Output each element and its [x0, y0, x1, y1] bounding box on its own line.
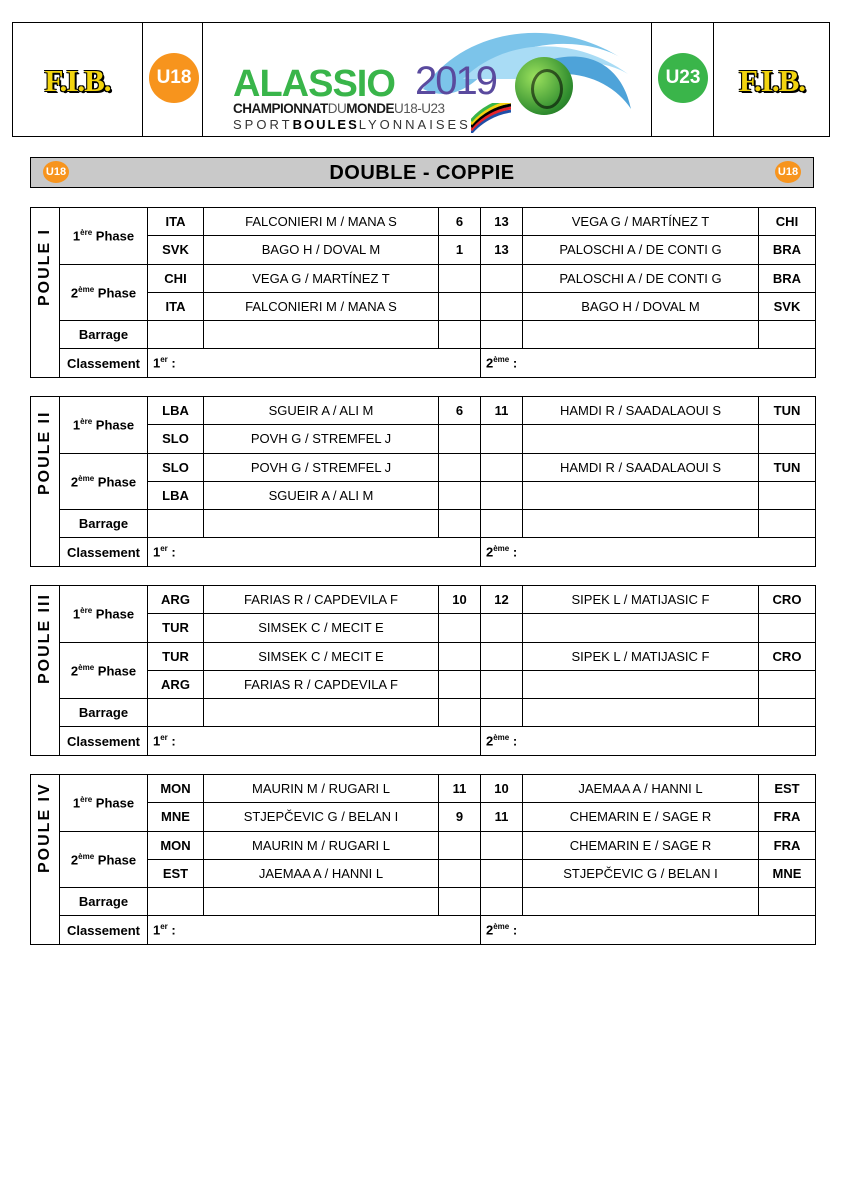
team1-score[interactable]: [439, 831, 481, 859]
barrage-team1-score[interactable]: [439, 888, 481, 916]
team2-score[interactable]: [481, 642, 523, 670]
first-place-suffix: er: [160, 733, 168, 743]
team1-country-code: SLO: [148, 425, 204, 453]
second-place-suffix: ème: [493, 733, 510, 743]
team1-score[interactable]: [439, 859, 481, 887]
team1-players: BAGO H / DOVAL M: [204, 236, 439, 264]
team2-players: VEGA G / MARTÍNEZ T: [523, 208, 759, 236]
match-row: [31, 803, 816, 831]
team1-score[interactable]: [439, 670, 481, 698]
team2-score[interactable]: [481, 292, 523, 320]
classement-row: [31, 727, 816, 755]
u23-badge-cell: [652, 23, 714, 136]
classement-label: Classement: [60, 538, 148, 566]
poule-name-cell: [31, 586, 60, 756]
second-place-number: 2: [486, 922, 494, 938]
barrage-label: Barrage: [60, 321, 148, 349]
team1-country-code: TUR: [148, 642, 204, 670]
team2-country-code: CHI: [759, 208, 816, 236]
title-bar: [30, 157, 814, 188]
second-place-suffix: ème: [493, 355, 510, 365]
classement-label: Classement: [60, 916, 148, 944]
team1-score[interactable]: 1: [439, 236, 481, 264]
team1-players: SGUEIR A / ALI M: [204, 397, 439, 425]
barrage-team2-score[interactable]: [481, 510, 523, 538]
team2-score[interactable]: 11: [481, 803, 523, 831]
logo-champ-c: MONDE: [346, 101, 394, 116]
second-place-field[interactable]: [481, 916, 816, 944]
team2-score[interactable]: 13: [481, 208, 523, 236]
second-place-field[interactable]: [481, 538, 816, 566]
phase-number: 2: [70, 285, 79, 301]
team1-country-code: CHI: [148, 264, 204, 292]
match-row: [31, 292, 816, 320]
barrage-team1-code[interactable]: [148, 510, 204, 538]
team2-country-code: CRO: [759, 586, 816, 614]
team1-players: JAEMAA A / HANNI L: [204, 859, 439, 887]
match-row: [31, 264, 816, 292]
logo-city: ALASSIO: [233, 63, 395, 105]
barrage-team2-players[interactable]: [523, 699, 759, 727]
barrage-team2-score[interactable]: [481, 699, 523, 727]
match-row: [31, 586, 816, 614]
team1-players: VEGA G / MARTÍNEZ T: [204, 264, 439, 292]
fib-logo-right: [714, 23, 830, 136]
team2-players: BAGO H / DOVAL M: [523, 292, 759, 320]
boule-ball-icon: [515, 57, 573, 115]
poule-name: POULE IV: [36, 782, 53, 874]
fib-logo-left: [13, 23, 143, 136]
team2-country-code: CRO: [759, 642, 816, 670]
team2-score[interactable]: 12: [481, 586, 523, 614]
phase-number: 1: [72, 417, 81, 433]
second-place-colon: :: [509, 733, 518, 749]
match-row: [31, 831, 816, 859]
phase-suffix: ème: [78, 851, 95, 861]
phase-word: Phase: [94, 285, 137, 301]
match-row: [31, 397, 816, 425]
poule-name-cell: [31, 775, 60, 945]
team2-players: SIPEK L / MATIJASIC F: [523, 642, 759, 670]
team2-players: CHEMARIN E / SAGE R: [523, 831, 759, 859]
team1-players: SIMSEK C / MECIT E: [204, 642, 439, 670]
rainbow-stripes-icon: [471, 103, 511, 133]
poule-table: [30, 396, 816, 567]
fib-logo-text-left: F.I.B.: [44, 63, 111, 98]
match-row: [31, 453, 816, 481]
barrage-label: Barrage: [60, 888, 148, 916]
barrage-team2-score[interactable]: [481, 888, 523, 916]
team2-country-code: BRA: [759, 236, 816, 264]
first-place-suffix: er: [160, 544, 168, 554]
poule-table: [30, 207, 816, 378]
second-place-colon: :: [509, 922, 518, 938]
team1-score[interactable]: 6: [439, 208, 481, 236]
first-place-colon: :: [167, 544, 176, 560]
team2-players: HAMDI R / SAADALAOUI S: [523, 397, 759, 425]
team1-score[interactable]: [439, 614, 481, 642]
team1-players: POVH G / STREMFEL J: [204, 453, 439, 481]
classement-label: Classement: [60, 727, 148, 755]
first-place-number: 1: [153, 733, 161, 749]
phase-number: 2: [70, 852, 79, 868]
first-place-field[interactable]: [148, 727, 481, 755]
phase-word: Phase: [94, 663, 137, 679]
team2-country-code: BRA: [759, 264, 816, 292]
team1-score[interactable]: [439, 453, 481, 481]
team1-players: STJEPČEVIC G / BELAN I: [204, 803, 439, 831]
team2-players: [523, 614, 759, 642]
team1-players: POVH G / STREMFEL J: [204, 425, 439, 453]
first-place-number: 1: [153, 355, 161, 371]
phase-suffix: ère: [80, 417, 93, 427]
team1-score[interactable]: 11: [439, 775, 481, 803]
logo-champ-b: DU: [327, 101, 347, 116]
alassio-logo: [203, 23, 652, 136]
barrage-team2-code[interactable]: [759, 888, 816, 916]
team2-country-code: TUN: [759, 397, 816, 425]
team1-players: MAURIN M / RUGARI L: [204, 831, 439, 859]
poule-name-cell: [31, 397, 60, 567]
match-row: [31, 208, 816, 236]
phase-number: 1: [72, 795, 81, 811]
team2-players: SIPEK L / MATIJASIC F: [523, 586, 759, 614]
team1-country-code: ARG: [148, 670, 204, 698]
barrage-row: [31, 888, 816, 916]
team2-score[interactable]: 11: [481, 397, 523, 425]
team1-country-code: LBA: [148, 397, 204, 425]
phase-word: Phase: [92, 228, 135, 244]
phase-label: [60, 775, 148, 832]
barrage-team2-score[interactable]: [481, 321, 523, 349]
phase-label: [60, 831, 148, 888]
team2-score[interactable]: 13: [481, 236, 523, 264]
second-place-field[interactable]: [481, 727, 816, 755]
phase-label: [60, 642, 148, 699]
u18-small-badge-left: U18: [43, 161, 69, 183]
page-title: DOUBLE - COPPIE: [329, 162, 515, 184]
phase-suffix: ère: [80, 795, 93, 805]
barrage-team2-players[interactable]: [523, 888, 759, 916]
header-banner: [12, 22, 830, 137]
second-place-suffix: ème: [493, 544, 510, 554]
phase-suffix: ème: [78, 662, 95, 672]
classement-label: Classement: [60, 349, 148, 377]
first-place-colon: :: [167, 355, 176, 371]
phase-number: 1: [72, 228, 81, 244]
u18-small-badge-right: U18: [775, 161, 801, 183]
first-place-field[interactable]: [148, 916, 481, 944]
first-place-number: 1: [153, 544, 161, 560]
phase-number: 2: [70, 474, 79, 490]
phase-label: [60, 397, 148, 454]
classement-row: [31, 349, 816, 377]
phase-label: [60, 586, 148, 643]
team2-country-code: [759, 670, 816, 698]
phase-label: [60, 264, 148, 321]
team1-score[interactable]: [439, 481, 481, 509]
team1-players: FALCONIERI M / MANA S: [204, 292, 439, 320]
u18-badge-cell: [143, 23, 203, 136]
phase-word: Phase: [92, 417, 135, 433]
barrage-team1-score[interactable]: [439, 699, 481, 727]
phase-number: 1: [72, 606, 81, 622]
team1-players: FARIAS R / CAPDEVILA F: [204, 670, 439, 698]
match-row: [31, 670, 816, 698]
match-row: [31, 481, 816, 509]
team1-players: SIMSEK C / MECIT E: [204, 614, 439, 642]
team2-country-code: [759, 425, 816, 453]
second-place-number: 2: [486, 733, 494, 749]
phase-label: [60, 208, 148, 265]
phase-word: Phase: [92, 795, 135, 811]
logo-sport-b: BOULES: [292, 117, 359, 132]
match-row: [31, 425, 816, 453]
poule-table: [30, 585, 816, 756]
team1-country-code: TUR: [148, 614, 204, 642]
barrage-label: Barrage: [60, 699, 148, 727]
team2-country-code: FRA: [759, 831, 816, 859]
team2-score[interactable]: [481, 481, 523, 509]
fib-logo-text-right: F.I.B.: [738, 63, 806, 98]
first-place-colon: :: [167, 733, 176, 749]
u23-badge: U23: [658, 53, 708, 103]
team2-players: JAEMAA A / HANNI L: [523, 775, 759, 803]
team1-country-code: ARG: [148, 586, 204, 614]
phase-suffix: ème: [78, 284, 95, 294]
barrage-team1-score[interactable]: [439, 510, 481, 538]
team1-country-code: ITA: [148, 208, 204, 236]
team1-score[interactable]: [439, 292, 481, 320]
team1-country-code: EST: [148, 859, 204, 887]
second-place-field[interactable]: [481, 349, 816, 377]
first-place-suffix: er: [160, 355, 168, 365]
team1-players: MAURIN M / RUGARI L: [204, 775, 439, 803]
match-row: [31, 775, 816, 803]
phase-label: [60, 453, 148, 510]
team2-players: CHEMARIN E / SAGE R: [523, 803, 759, 831]
phase-suffix: ère: [80, 606, 93, 616]
team2-score[interactable]: [481, 264, 523, 292]
team2-players: [523, 481, 759, 509]
team2-score[interactable]: [481, 453, 523, 481]
team2-players: STJEPČEVIC G / BELAN I: [523, 859, 759, 887]
team1-players: FALCONIERI M / MANA S: [204, 208, 439, 236]
barrage-team1-players[interactable]: [204, 510, 439, 538]
team1-score[interactable]: 9: [439, 803, 481, 831]
team2-country-code: EST: [759, 775, 816, 803]
barrage-team1-code[interactable]: [148, 321, 204, 349]
team1-country-code: LBA: [148, 481, 204, 509]
team2-score[interactable]: [481, 614, 523, 642]
phase-number: 2: [70, 663, 79, 679]
logo-sport: [233, 117, 471, 132]
phase-word: Phase: [92, 606, 135, 622]
team2-players: PALOSCHI A / DE CONTI G: [523, 236, 759, 264]
first-place-colon: :: [167, 922, 176, 938]
team1-players: SGUEIR A / ALI M: [204, 481, 439, 509]
second-place-suffix: ème: [493, 922, 510, 932]
phase-word: Phase: [94, 474, 137, 490]
team2-country-code: SVK: [759, 292, 816, 320]
team1-score[interactable]: 6: [439, 397, 481, 425]
team1-country-code: SLO: [148, 453, 204, 481]
team1-country-code: MON: [148, 775, 204, 803]
match-row: [31, 859, 816, 887]
barrage-team2-code[interactable]: [759, 699, 816, 727]
logo-year: 2019: [415, 59, 496, 103]
logo-championship: [233, 101, 445, 116]
barrage-team1-code[interactable]: [148, 888, 204, 916]
team1-players: FARIAS R / CAPDEVILA F: [204, 586, 439, 614]
classement-row: [31, 538, 816, 566]
team2-country-code: [759, 614, 816, 642]
logo-champ-a: CHAMPIONNAT: [233, 101, 328, 116]
team2-country-code: TUN: [759, 453, 816, 481]
team1-score[interactable]: 10: [439, 586, 481, 614]
team2-players: [523, 425, 759, 453]
barrage-team1-score[interactable]: [439, 321, 481, 349]
team1-score[interactable]: [439, 642, 481, 670]
poule-table: [30, 774, 816, 945]
team2-score[interactable]: [481, 859, 523, 887]
team2-country-code: [759, 481, 816, 509]
first-place-field[interactable]: [148, 349, 481, 377]
logo-champ-d: U18-U23: [394, 101, 445, 116]
barrage-team2-code[interactable]: [759, 510, 816, 538]
logo-sport-c: LYONNAISES: [358, 117, 471, 132]
classement-row: [31, 916, 816, 944]
team2-score[interactable]: [481, 425, 523, 453]
barrage-row: [31, 321, 816, 349]
phase-suffix: ème: [78, 473, 95, 483]
team2-score[interactable]: 10: [481, 775, 523, 803]
team1-score[interactable]: [439, 425, 481, 453]
barrage-team1-players[interactable]: [204, 699, 439, 727]
team2-country-code: FRA: [759, 803, 816, 831]
team1-country-code: ITA: [148, 292, 204, 320]
phase-suffix: ère: [80, 228, 93, 238]
phase-word: Phase: [94, 852, 137, 868]
second-place-colon: :: [509, 355, 518, 371]
team1-country-code: SVK: [148, 236, 204, 264]
barrage-team2-players[interactable]: [523, 321, 759, 349]
barrage-team2-code[interactable]: [759, 321, 816, 349]
logo-sport-a: SPORT: [233, 117, 293, 132]
barrage-team1-players[interactable]: [204, 321, 439, 349]
match-row: [31, 236, 816, 264]
second-place-number: 2: [486, 355, 494, 371]
team2-players: [523, 670, 759, 698]
u18-badge: U18: [149, 53, 199, 103]
team1-score[interactable]: [439, 264, 481, 292]
second-place-colon: :: [509, 544, 518, 560]
barrage-team1-players[interactable]: [204, 888, 439, 916]
team2-score[interactable]: [481, 670, 523, 698]
barrage-row: [31, 699, 816, 727]
match-row: [31, 642, 816, 670]
team1-country-code: MON: [148, 831, 204, 859]
barrage-label: Barrage: [60, 510, 148, 538]
team2-players: PALOSCHI A / DE CONTI G: [523, 264, 759, 292]
first-place-suffix: er: [160, 922, 168, 932]
first-place-field[interactable]: [148, 538, 481, 566]
poule-name: POULE I: [36, 228, 53, 307]
match-row: [31, 614, 816, 642]
barrage-team1-code[interactable]: [148, 699, 204, 727]
team2-score[interactable]: [481, 831, 523, 859]
barrage-row: [31, 510, 816, 538]
second-place-number: 2: [486, 544, 494, 560]
team2-country-code: MNE: [759, 859, 816, 887]
poule-name-cell: [31, 208, 60, 378]
poule-name: POULE II: [36, 410, 53, 496]
barrage-team2-players[interactable]: [523, 510, 759, 538]
first-place-number: 1: [153, 922, 161, 938]
poule-name: POULE III: [36, 593, 53, 685]
team2-players: HAMDI R / SAADALAOUI S: [523, 453, 759, 481]
team1-country-code: MNE: [148, 803, 204, 831]
